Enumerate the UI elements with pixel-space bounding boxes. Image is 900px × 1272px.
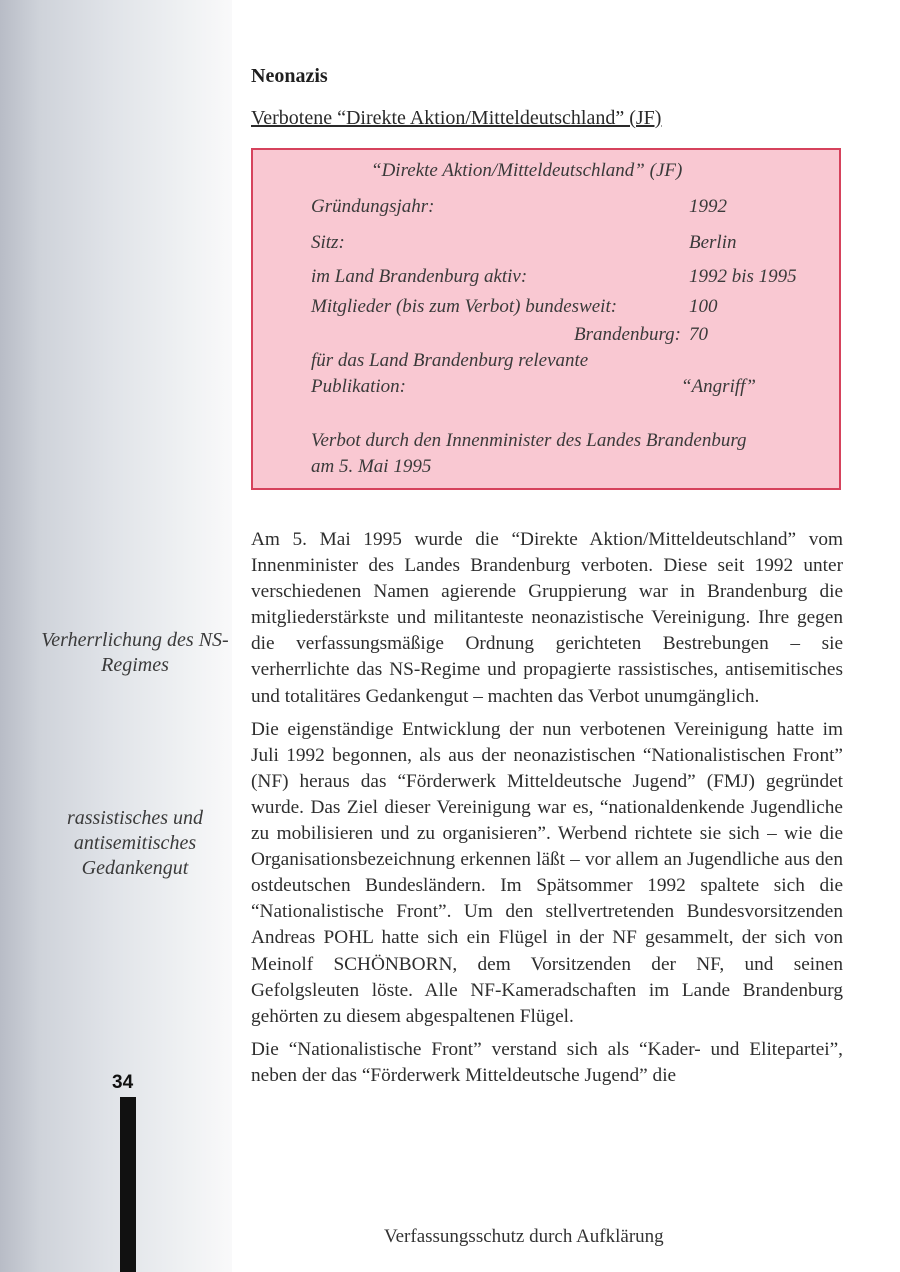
seat-value: Berlin	[689, 232, 737, 253]
publication-label-line-2: Publikation:	[311, 376, 406, 397]
ban-notice-line-1: Verbot durch den Innenminister des Landes Brandenburg	[311, 430, 747, 451]
margin-note-racism: rassistisches und antisemitisches Gedankengut	[66, 807, 204, 879]
seat-label: Sitz:	[311, 232, 345, 253]
margin-note-glorification: Verherrlichung des NS-Regimes	[41, 629, 229, 676]
ban-notice-line-2: am 5. Mai 1995	[311, 456, 432, 477]
active-value: 1992 bis 1995	[689, 266, 797, 287]
body-text	[251, 527, 843, 1096]
members-value: 100	[689, 296, 718, 317]
founded-label: Gründungsjahr:	[311, 196, 435, 217]
page-number-bar	[120, 1097, 136, 1272]
members-brandenburg-value: 70	[689, 324, 708, 345]
publication-label-line-1: für das Land Brandenburg relevante	[311, 350, 589, 371]
page-footer: Verfassungsschutz durch Aufklärung	[384, 1226, 664, 1247]
members-label: Mitglieder (bis zum Verbot) bundesweit:	[311, 296, 618, 317]
active-label: im Land Brandenburg aktiv:	[311, 266, 528, 287]
fact-box-title: “Direkte Aktion/Mitteldeutschland” (JF)	[371, 160, 683, 181]
paragraph-ban: Am 5. Mai 1995 wurde die “Direkte Aktion/Mitteldeutschland” vom Innenminister des Landes Brandenburg verboten. Diese seit 1992 unter verschiedenen Namen agierende Gruppierung war in Brandenburg die mitgliederstärkste und militanteste neonazistische Vereinigung. Ihre gegen die verfassungsmäßige Ordnung gerichteten Bestrebungen – sie verherrlichte das NS-Regime und propagierte rassistisches, antisemitisches und totalitäres Gedankengut – machten das Verbot unumgänglich.	[251, 529, 843, 707]
paragraph-development: Die eigenständige Entwicklung der nun verbotenen Vereinigung hatte im Juli 1992 begonnen, als aus der neonazistischen “Nationalistischen Front” (NF) heraus das “Förderwerk Mitteldeutsche Jugend” (FMJ) gegründet wurde. Das Ziel dieser Vereinigung war es, “nationaldenkende Jugendliche zu mobilisieren und zu organisieren”. Werbend richtete sie sich – wie die Organisationsbezeichnung erkennen läßt – vor allem an Jugendliche aus den ostdeutschen Bundesländern. Im Spätsommer 1992 spaltete sich die “Nationalistische Front”. Um den stellvertretenden Bundesvorsitzenden Andreas POHL hatte sich ein Flügel in der NF gesammelt, der sich von Meinolf SCHÖNBORN, dem Vorsitzenden der NF, und seinen Gefolgsleuten löste. Alle NF-Kameradschaften im Lande Brandenburg gehörten zu diesem abgespaltenen Flügel.	[251, 718, 843, 1027]
organization-fact-box	[251, 148, 841, 490]
page-number: 34	[112, 1072, 134, 1093]
chapter-subtitle: Verbotene “Direkte Aktion/Mitteldeutschland” (JF)	[251, 107, 662, 129]
paragraph-cadre-party: Die “Nationalistische Front” verstand sich als “Kader- und Elitepartei”, neben der das “Förderwerk Mitteldeutsche Jugend” die	[251, 1038, 843, 1086]
section-title: Neonazis	[251, 65, 328, 87]
founded-value: 1992	[689, 196, 727, 217]
publication-value: “Angriff”	[681, 376, 756, 397]
members-brandenburg-label: Brandenburg:	[574, 324, 681, 345]
